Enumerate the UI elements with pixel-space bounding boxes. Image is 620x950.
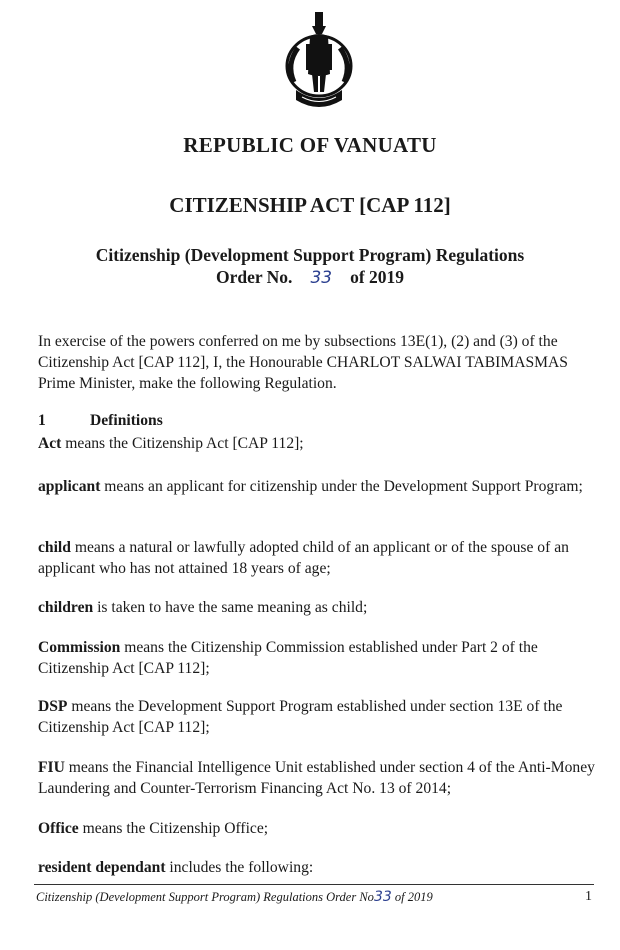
definition-text: is taken to have the same meaning as child; [93,599,368,616]
footer-year: of 2019 [391,890,433,904]
definition-term: Commission [38,639,121,656]
regulation-title-block [0,244,620,289]
definition-fiu [38,757,598,799]
definition-dsp [38,696,598,738]
definition-term: FIU [38,759,65,776]
definition-children [38,597,598,618]
definition-term: children [38,599,94,616]
act-heading: CITIZENSHIP ACT [CAP 112] [169,193,451,217]
page-footer [36,889,592,905]
order-prefix: Order No. [215,267,293,287]
vanuatu-coat-of-arms-emblem [276,4,362,116]
republic-heading: REPUBLIC OF VANUATU [183,133,437,157]
order-line [0,266,620,289]
page-number: 1 [585,889,592,904]
definition-text: means an applicant for citizenship under the Development Support Program; [100,478,583,495]
definition-text: means the Citizenship Office; [78,820,269,837]
section-title: Definitions [90,412,163,429]
definition-term: Office [38,820,79,837]
definition-applicant [38,476,598,497]
definition-text: means the Citizenship Act [CAP 112]; [61,435,304,452]
definition-office [38,818,598,839]
regulation-title: Citizenship (Development Support Program) Regulations [95,245,525,265]
definition-text: means the Development Support Program established under section 13E of the Citizenship Act [CAP 112]; [38,698,563,736]
definition-term: DSP [38,698,68,715]
definition-commission [38,637,598,679]
definition-term: Act [38,435,62,452]
definition-term: resident dependant [38,859,166,876]
section-number: 1 [38,412,46,429]
definition-text: means the Financial Intelligence Unit established under section 4 of the Anti-Money Laundering and Counter-Terrorism Financing Act No. 13 of 2014; [38,759,595,797]
footer-divider [34,884,594,885]
definition-text: means the Citizenship Commission established under Part 2 of the Citizenship Act [CAP 112]; [38,639,538,677]
definition-child [38,537,598,579]
definition-term: applicant [38,478,101,495]
definition-text: includes the following: [165,859,314,876]
footer-text: Citizenship (Development Support Program) Regulations Order No [36,890,374,904]
order-suffix: of 2019 [350,267,405,287]
definition-text: means a natural or lawfully adopted child of an applicant or of the spouse of an applicant who has not attained 18 years of age; [38,539,569,577]
handwritten-order-number: 33 [310,268,333,288]
definition-act [38,433,598,454]
section-heading [38,412,163,430]
definition-resident-dependant [38,857,598,878]
definition-term: child [38,539,71,556]
footer-handwritten-number: 33 [373,889,392,905]
intro-paragraph: In exercise of the powers conferred on me by subsections 13E(1), (2) and (3) of the Citizenship Act [CAP 112], I, the Honourable CHARLOT SALWAI TABIMASMAS Prime Minister, make the following Regulation. [38,333,568,392]
